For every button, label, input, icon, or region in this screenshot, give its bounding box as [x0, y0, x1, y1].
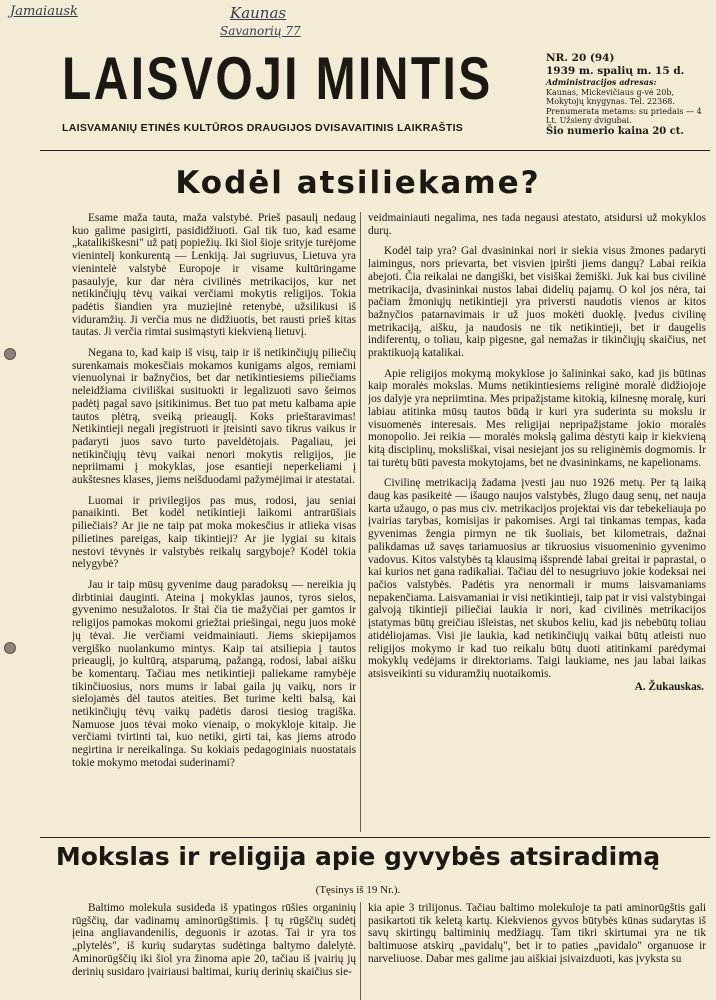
column-divider: [360, 212, 361, 832]
admin-address: Kaunas, Mickevičiaus g-vė 20b, Mokytojų knygynas. Tel. 22368.: [546, 87, 675, 106]
second-article-right-column: [368, 902, 706, 1000]
handwritten-address-note: Savanorių 77: [220, 24, 301, 38]
issue-date: 1939 m. spalių m. 15 d.: [546, 65, 685, 77]
column-divider: [360, 902, 361, 1000]
binding-hole: [4, 348, 16, 360]
second-article-headline: Mokslas ir religija apie gyvybės atsiradimą: [55, 842, 661, 871]
subscription-info: Prenumerata metams: su priedais — 4 Lt. Užsieny dvigubai.: [546, 106, 702, 125]
newspaper-masthead: LAISVOJI MINTIS: [62, 45, 493, 112]
paragraph: Kodėl taip yra? Gal dvasininkai nori ir siekia visus žmones padaryti laimingus, nors prievarta, bet visvien įpiršti jiems dangų? Labai reikia abejoti. Čia reikalai ne dangiški, bet visiškai žemiški. Juk kai bus civilinė metrikacija, dvasininkai nustos labai didelių pajamų. O kol jos nėra, tai pačiam žmoniųjų netikintieji yra priversti naudotis vienos ar kitos bažnyčios patarnavimais ir už juos mokėti duoklę. Įvedus civilinę metrikaciją, aišku, ja naudosis ne tik netikintieji, bet ir daugelis indiferentų, o toliau, kaip pigesne, gal nemažas ir tikinčiųjų skaičius, net praktikuoją katalikai.: [368, 245, 706, 360]
paragraph: Baltimo molekula susideda iš ypatingos rūšies organinių rūgščių, dar vadinamų aminorūgštimis. Į tų rūgščių sudėtį įeina angliavandenilis, deguonis ir azotas. Tai ir yra tos „plytelės", iš kurių sudarytas sudėtinga baltymo dalelytė. Aminorūgščių iki šiol yra žinoma apie 20, tačiau iš įvairių jų derinių susidaro įvairiausi baltimai, kurių derinių skaičius sie-: [72, 902, 356, 978]
article-left-column: [72, 212, 356, 835]
issue-number: NR. 20 (94): [546, 52, 615, 64]
paragraph: Jau ir taip mūsų gyvenime daug paradoksų — nereikia jų dirbtiniai dauginti. Ateina į mokyklas jaunos, tyros sielos, gyvenimo nesužalotos. Ir štai čia tie mažyčiai per gamtos ir religijos pamokas mokomi griežtai priešingai, negu juos mokė jų tėvai. Jie verčiami veidmainiauti. Jiems skiepijamos vergiško nuolankumo mintys. Kaip tai atsiliepia į tautos prieauglį, jo kultūrą, atsparumą, pažangą, rodosi, labai aišku be komentarų. Tačiau mes netikintieji paliekame ramybėje tikinčiuosius, nors mums ir labai gaila jų vaikų, nors ir sielojamės dėl tautos ateities. Bet turime kelti balsą, kai netikinčiųjų tėvų vaikų padėtis darosi tiesiog tragiška. Namuose juos tėvai moko vienaip, o mokykloje kitaip. Jie verčiami tvirtinti tai, kuo netiki, girti tai, kas jiems atrodo negirtina ir nereikalinga. Su kokiais pedagoginiais nuostatais tokie mokymo metodai suderinami?: [72, 578, 356, 769]
handwritten-owner-note: Jamaiausk: [10, 4, 78, 19]
article-divider: [40, 837, 710, 838]
article-right-column: [368, 212, 706, 835]
issue-price: Šio numerio kaina 20 ct.: [546, 125, 684, 137]
paragraph: Apie religijos mokymą mokyklose jo šalininkai sako, kad jis būtinas kaip moralės mokslas. Mums netikintiesiems religinė moralė didžiojoje jos dalyje yra nepriimtina. Mes pripažįstame kitokią, kilnesnę moralę, kuri labiau atitinka mūsų tautos būdą ir kuri yra suderinta su mokslu ir visuomenės interesais. Mes religijai nepripažįstame jokio moralės monopolio. Jei reikia — moralės mokslą galima dėstyti kaip ir kiekvieną kitą disciplinų, moksliškai, visai nesiejant jos su religinėmis dogmomis. Ir tai turėtų būti pavesta mokytojams, bet ne dvasininkams, ne kapelionams.: [368, 367, 706, 469]
paragraph: Luomai ir privilegijos pas mus, rodosi, jau seniai panaikinti. Bet kodėl netikintieji laikomi antrarūšiais piliečiais? Ar jie ne taip pat moka mokesčius ir atlieka visas pilietines pareigas, kaip tikintieji? Ar jie lygiai su kitais nestovi tėvynės ir valstybės reikalų sargyboje? Kodėl tokia nelygybė?: [72, 494, 356, 571]
author-signature: A. Žukauskas.: [634, 680, 704, 693]
second-article-left-column: [72, 902, 356, 1000]
paragraph: Negana to, kad kaip iš visų, taip ir iš netikinčiųjų piliečių surenkamais mokesčiais mokamos kunigams algos, remiami vienuolynai ir bažnyčios, bet dar netikintiesiems piliečiams neleidžiama civiliškai susituokti ir legalizuoti savo šeimos padėtį pagal savo įsitikinimus. Bet tuo pat metu kalbama apie tautos plėtrą, sveiką prieauglį. Koks prieštaravimas! Netikintieji negali įregistruoti ir įteisinti savo tikrus vaikus ir padaryti juos savo turto paveldėtojais. Pagaliau, jei netikinčiųjų tėvų vaikai nenori mokytis religijos, jie nepriimami į mokyklas, jose esantieji neperkeliami į aukštesnes klases, jiems neišduodami pažymėjimai ir atestatai.: [72, 347, 356, 487]
masthead-divider: [40, 150, 710, 151]
binding-hole: [4, 642, 16, 654]
continuation-note: (Tęsinys iš 19 Nr.).: [315, 884, 401, 896]
paragraph: Civilinę metrikaciją žadama įvesti jau nuo 1926 metų. Per tą laiką daug kas pasikeitė — išaugo naujos valstybės, žlugo daug senų, net nauja karta užaugo, o pas mus civ. metrikacijos projektai vis dar tebekeliauja po įvairias tarybas, komisijas ir pakomises. Argi tai tinkamas tempas, kada gyvenimas žengia pirmyn ne tik šuoliais, bet kilometrais, dažnai palikdamas už savęs tariamuosius ar tikruosius visuomeninio gyvenimo vadovus. Kitos valstybės tą klausimą išsprendė labai greitai ir paprastai, o kai kurios net gana radikaliai. Tačiau dėl to nesugriuvo jokie kodeksai nei pačios valstybės. Padėtis yra nenormali ir mums laisvamaniams nepakenčiama. Laisvamaniai ir visi netikintieji, taip pat ir visi valstybingai galvoją tikintieji piliečiai laukia ir nori, kad civilinės metrikacijos įstatymas būtų greičiau išleistas, net skubos keliu, kad jis nebebūtų toliau atidėliojamas. Visi jie laukia, kad netikinčiųjų vaikai būtų atleisti nuo religijos mokymo ir kad tuo reikalu būtų duoti atitinkami parėdymai mokyklų vedėjams ir direktoriams. Taigi laukiame, nes jau labai laikas atsisveikinti su viduramžių nuotaikomis.: [368, 477, 706, 680]
paragraph: veidmainiauti negalima, nes tada negausi atestato, atsidursi už mokyklos durų.: [368, 212, 706, 237]
article-headline: Kodėl atsiliekame?: [175, 165, 541, 201]
admin-label: Administracijos adresas:: [546, 77, 657, 87]
handwritten-city-note: Kaunas: [230, 4, 287, 22]
paragraph: Esame maža tauta, maža valstybė. Prieš pasaulį nedaug kuo galime pasigirti, pasididžiuoti. Gal tik tuo, kad esame „katalikiškesni" už patį popiežių. Iki šiol šioje srityje turėjome vienintelį konkurentą — Lenkiją. Jai sugriuvus, Lietuva yra vienintelė valstybė Europoje ir visame kultūringame pasaulyje, kur dar nėra civilinės metrikacijos, kur net netikinčiųjų tėvų vaikai verčiami mokytis religijos. Tokia padėtis šiandien yra muziejinė retenybė, užsilikusi iš viduramžių. Ji verčia mus ne didžiuotis, bet rausti prieš kitas tautas. Ji verčia rimtai susimąstyti kiekvieną lietuvį.: [72, 212, 356, 339]
issue-info-box: [546, 52, 706, 138]
paragraph: kia apie 3 trilijonus. Tačiau baltimo molekuloje ta pati aminorūgštis gali pasikartoti tik keletą kartų. Kiekvienos gyvos būtybės kūnas sudarytas iš savų skirtingų baltiminių medžiagų. Tam tikri skirtumai yra ne tik baltimuose atskirų „pavidalų", bet ir to paties „pavidalo" organuose ir narveliuose. Dabar mes galime jau aiškiai įsivaizduoti, kas įvyksta su: [368, 902, 706, 965]
masthead-subtitle: LAISVAMANIŲ ETINĖS KULTŪROS DRAUGIJOS DVISAVAITINIS LAIKRAŠTIS: [62, 122, 464, 134]
